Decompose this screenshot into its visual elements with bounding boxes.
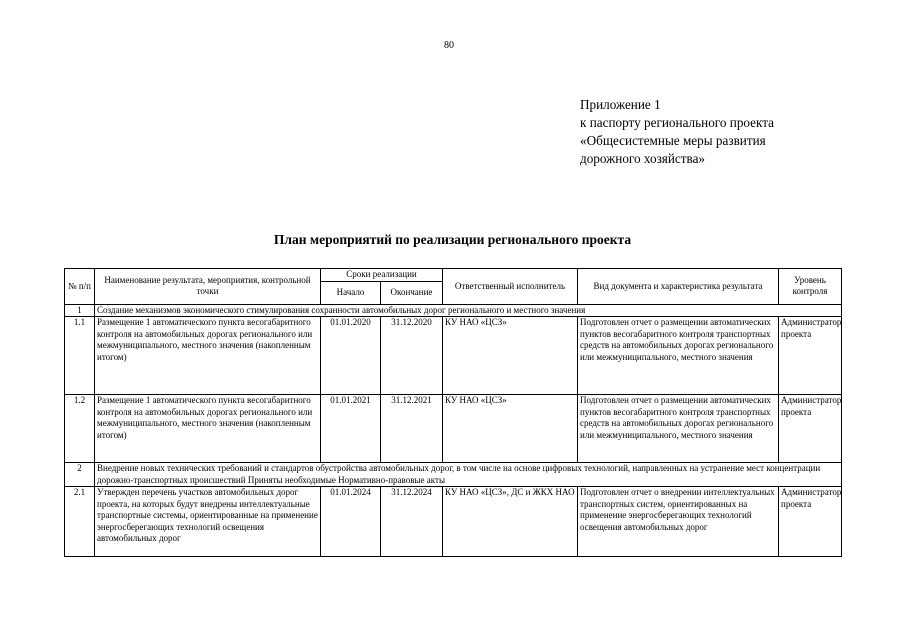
header-executor: Ответственный исполнитель — [443, 269, 578, 305]
header-num: № п/п — [65, 269, 95, 305]
appendix-line: дорожного хозяйства» — [580, 151, 706, 166]
row-level: Администратор проекта — [779, 487, 842, 557]
header-terms: Сроки реализации — [321, 269, 443, 282]
row-end: 31.12.2021 — [381, 395, 443, 463]
table-row — [65, 317, 842, 395]
section-num: 1 — [65, 304, 95, 317]
header-level: Уровень контроля — [779, 269, 842, 305]
row-start: 01.01.2020 — [321, 317, 381, 395]
table-row — [65, 395, 842, 463]
section-text: Создание механизмов экономического стимулирования сохранности автомобильных дорог регионального и местного значения — [95, 304, 842, 317]
row-name: Размещение 1 автоматического пункта весогабаритного контроля на автомобильных дорогах регионального или межмуниципального, местного значения (накопленным итогом) — [95, 395, 321, 463]
row-start: 01.01.2021 — [321, 395, 381, 463]
row-doc: Подготовлен отчет о размещении автоматических пунктов весогабаритного контроля транспортных средств на автомобильных дорогах регионального или межмуниципального, местного значения — [578, 317, 779, 395]
row-executor: КУ НАО «ЦСЗ» — [443, 317, 578, 395]
row-level: Администратор проекта — [779, 317, 842, 395]
row-executor: КУ НАО «ЦСЗ» — [443, 395, 578, 463]
table-header-row — [65, 269, 842, 282]
appendix-note — [580, 96, 774, 168]
appendix-line: к паспорту регионального проекта — [580, 115, 775, 130]
header-end: Окончание — [381, 281, 443, 304]
appendix-line: Приложение 1 — [580, 97, 661, 112]
row-doc: Подготовлен отчет о внедрении интеллектуальных транспортных систем, ориентированных на применение энергосберегающих технологий освещения автомобильных дорог — [578, 487, 779, 557]
row-end: 31.12.2020 — [381, 317, 443, 395]
section-row — [65, 304, 842, 317]
header-name: Наименование результата, мероприятия, контрольной точки — [95, 269, 321, 305]
row-level: Администратор проекта — [779, 395, 842, 463]
section-row — [65, 463, 842, 487]
row-end: 31.12.2024 — [381, 487, 443, 557]
section-num: 2 — [65, 463, 95, 487]
row-name: Размещение 1 автоматического пункта весогабаритного контроля на автомобильных дорогах регионального или межмуниципального, местного значения (накопленным итогом) — [95, 317, 321, 395]
row-doc: Подготовлен отчет о размещении автоматических пунктов весогабаритного контроля транспортных средств на автомобильных дорогах регионального или межмуниципального, местного значения — [578, 395, 779, 463]
page-number: 80 — [444, 40, 454, 51]
plan-table — [64, 268, 842, 557]
appendix-line: «Общесистемные меры развития — [580, 133, 766, 148]
row-num: 2.1 — [65, 487, 95, 557]
row-name: Утвержден перечень участков автомобильных дорог проекта, на которых будут внедрены интеллектуальные транспортные системы, ориентированные на применение энергосберегающих технологий освещения автомобильных дорог — [95, 487, 321, 557]
header-doc: Вид документа и характеристика результата — [578, 269, 779, 305]
row-num: 1.1 — [65, 317, 95, 395]
row-start: 01.01.2024 — [321, 487, 381, 557]
page-title: План мероприятий по реализации регионального проекта — [273, 232, 632, 247]
table-row — [65, 487, 842, 557]
row-executor: КУ НАО «ЦСЗ», ДС и ЖКХ НАО — [443, 487, 578, 557]
row-num: 1.2 — [65, 395, 95, 463]
header-start: Начало — [321, 281, 381, 304]
section-text: Внедрение новых технических требований и стандартов обустройства автомобильных дорог, в том числе на основе цифровых технологий, направленных на устранение мест концентрации дорожно-транспортных происшествий Приняты необходимые Нормативно-правовые акты — [95, 463, 842, 487]
